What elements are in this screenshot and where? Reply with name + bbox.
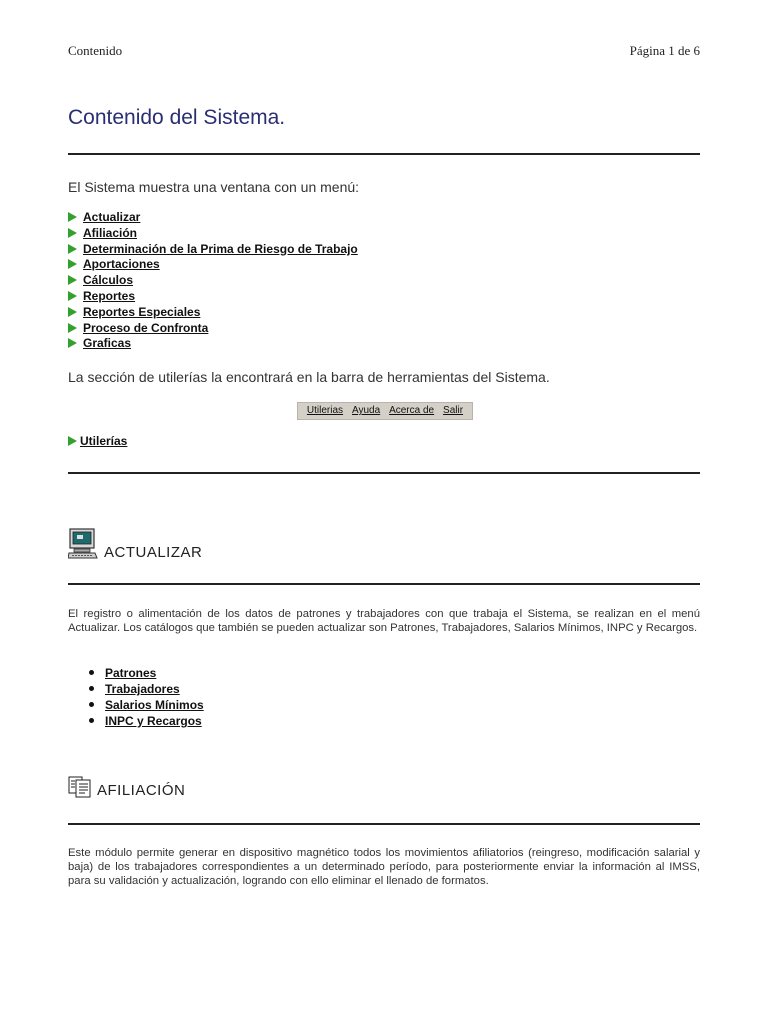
arrow-right-icon xyxy=(68,338,77,348)
page-number: Página 1 de 6 xyxy=(629,43,700,58)
utilities-note: La sección de utilerías la encontrará en la barra de herramientas del Sistema. xyxy=(68,369,550,385)
header-section-name: Contenido xyxy=(68,43,123,58)
arrow-right-icon xyxy=(68,259,77,269)
arrow-right-icon xyxy=(68,307,77,317)
arrow-right-icon xyxy=(68,212,77,222)
catalog-item-patrones xyxy=(105,665,204,681)
menu-list xyxy=(68,210,358,352)
bullet-icon xyxy=(89,702,94,707)
divider xyxy=(68,583,700,585)
catalog-link-trabajadores[interactable]: Trabajadores xyxy=(105,682,180,696)
bullet-icon xyxy=(89,670,94,675)
toolbar-utilerias: Utilerias xyxy=(306,405,344,416)
actualizar-description: El registro o alimentación de los datos de patrones y trabajadores con que trabaja el Sistema, se realizan en el menú Actualizar. Los catálogos que también se pueden actualizar son Patrones, Trabajadores, Salarios Mínimos, INPC y Recargos. xyxy=(68,608,700,634)
catalog-item-trabajadores xyxy=(105,681,204,697)
arrow-right-icon xyxy=(68,228,77,238)
menu-link-reportes-especiales[interactable]: Reportes Especiales xyxy=(83,304,201,319)
menu-link-graficas[interactable]: Graficas xyxy=(83,336,132,351)
menu-link-reportes[interactable]: Reportes xyxy=(83,288,136,303)
bullet-icon xyxy=(89,686,94,691)
section-title-actualizar: ACTUALIZAR xyxy=(104,544,203,561)
arrow-right-icon xyxy=(68,291,77,301)
divider xyxy=(68,472,700,474)
menu-item-reportes xyxy=(68,289,358,305)
arrow-right-icon xyxy=(68,275,77,285)
menu-link-actualizar[interactable]: Actualizar xyxy=(83,210,141,224)
catalog-item-salarios-minimos xyxy=(105,697,204,713)
menu-link-proceso-confronta[interactable]: Proceso de Confronta xyxy=(83,320,209,335)
arrow-right-icon xyxy=(68,323,77,333)
menu-item-actualizar xyxy=(68,210,358,226)
page-header xyxy=(68,43,700,59)
divider xyxy=(68,153,700,155)
menu-item-afiliacion xyxy=(68,226,358,242)
toolbar-salir: Salir xyxy=(443,405,464,416)
toolbar-ayuda: Ayuda xyxy=(351,405,381,416)
utilities-item xyxy=(68,434,127,448)
computer-icon xyxy=(68,528,98,560)
divider xyxy=(68,823,700,825)
menu-item-proceso-confronta xyxy=(68,321,358,337)
actualizar-catalog-list xyxy=(105,665,204,729)
catalog-link-inpc-recargos[interactable]: INPC y Recargos xyxy=(105,714,202,728)
arrow-right-icon xyxy=(68,436,77,446)
catalog-item-inpc-recargos xyxy=(105,713,204,729)
utilities-link[interactable]: Utilerías xyxy=(80,434,128,448)
catalog-link-salarios-minimos[interactable]: Salarios Mínimos xyxy=(105,698,204,712)
toolbar-acerca-de: Acerca de xyxy=(389,405,435,416)
toolbar-image xyxy=(297,402,473,420)
menu-link-prima-riesgo[interactable]: Determinación de la Prima de Riesgo de Trabajo xyxy=(83,241,358,256)
menu-link-aportaciones[interactable]: Aportaciones xyxy=(83,257,160,272)
catalog-link-patrones[interactable]: Patrones xyxy=(105,666,157,680)
menu-item-reportes-especiales xyxy=(68,305,358,321)
menu-link-afiliacion[interactable]: Afiliación xyxy=(83,225,138,240)
menu-item-calculos xyxy=(68,273,358,289)
menu-link-calculos[interactable]: Cálculos xyxy=(83,273,134,288)
page-title: Contenido del Sistema. xyxy=(68,106,286,129)
menu-item-prima-riesgo xyxy=(68,242,358,258)
section-title-afiliacion: AFILIACIÓN xyxy=(97,782,186,799)
documents-icon xyxy=(68,776,92,798)
menu-item-graficas xyxy=(68,336,358,352)
arrow-right-icon xyxy=(68,244,77,254)
intro-text: El Sistema muestra una ventana con un menú: xyxy=(68,179,360,195)
bullet-icon xyxy=(89,718,94,723)
menu-item-aportaciones xyxy=(68,257,358,273)
afiliacion-description: Este módulo permite generar en dispositivo magnético todos los movimientos afiliatorios (reingreso, modificación salarial y baja) de los trabajadores correspondientes a un determinado período, para posteriormente enviar la información al IMSS, para su validación y actualización, logrando con ello eliminar el llenado de formatos. xyxy=(68,847,700,887)
